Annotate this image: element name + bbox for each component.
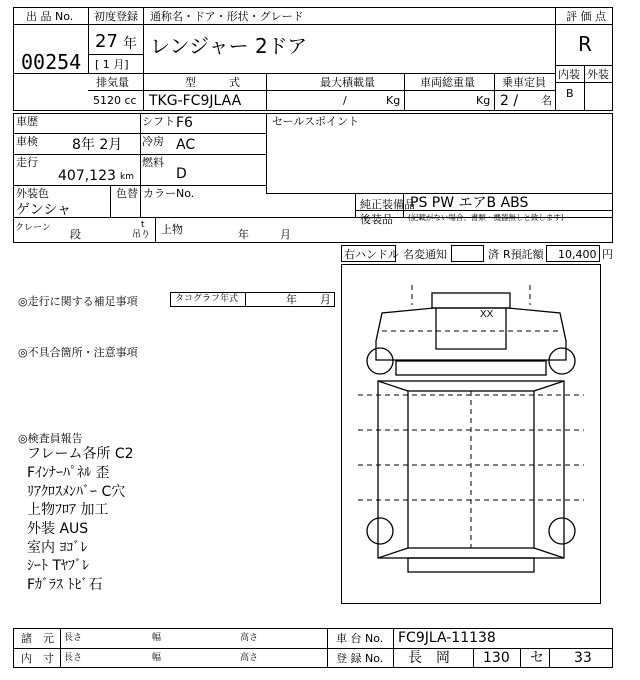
- inspector-item: Fｶﾞﾗｽ ﾄﾋﾞ石: [27, 577, 103, 593]
- exterior-color-value: ゲンシャ: [16, 202, 72, 218]
- capacity-label: 乗車定員: [502, 76, 546, 89]
- sales-point-label: セールスポイント: [272, 115, 360, 128]
- chassis-no-label: 車 台 No.: [336, 632, 384, 645]
- interior-width-label: 幅: [152, 653, 162, 663]
- upper-body-label: 上物: [161, 223, 183, 236]
- front-right-wheel: [549, 348, 575, 374]
- cargo-floor: [408, 391, 534, 548]
- recycle-deposit-unit: 円: [602, 248, 613, 261]
- mileage-label: 走行: [16, 156, 38, 169]
- max-load-label: 最大積載量: [320, 76, 375, 89]
- cab-bumper: [396, 361, 546, 375]
- rear-right-wheel: [549, 518, 575, 544]
- capacity-value: 2 /: [500, 93, 519, 109]
- interior-grade-label: 内装: [558, 68, 580, 81]
- upper-body-year-unit: 年: [238, 228, 249, 241]
- inspector-report-label: ◎検査員報告: [18, 432, 83, 445]
- exterior-color-label: 外装色: [16, 187, 49, 200]
- truck-outline: [342, 265, 600, 603]
- tachograph-month-unit: 月: [320, 293, 331, 306]
- tachograph-label: タコグラフ年式: [175, 294, 239, 304]
- defects-label: ◎不具合箇所・注意事項: [18, 346, 138, 359]
- gross-weight-unit: Kg: [476, 94, 491, 107]
- gross-weight-label: 車両総重量: [420, 76, 475, 89]
- inspector-item: ｼｰﾄ Tﾔﾌﾞﾚ: [27, 558, 90, 574]
- registration-month: [ 1 月]: [95, 58, 129, 71]
- first-registration-label: 初度登録: [94, 10, 138, 23]
- spec-width-label: 幅: [152, 633, 162, 643]
- spec-height-label: 高さ: [240, 633, 259, 643]
- interior-dimensions-label: 内 寸: [21, 652, 54, 665]
- crane-tonnage-unit: t: [141, 220, 145, 230]
- rear-left-wheel: [367, 518, 393, 544]
- interior-height-label: 高さ: [240, 653, 259, 663]
- recycle-status: 済: [488, 248, 499, 261]
- color-code-label: カラーNo.: [143, 187, 195, 200]
- cab-body: [376, 308, 566, 360]
- max-load-value: /: [343, 94, 347, 107]
- inspector-item: 室内 ﾖｺﾞﾚ: [27, 540, 88, 556]
- ac-value: AC: [176, 137, 196, 153]
- damage-mark: XX: [480, 309, 494, 320]
- interior-length-label: 長さ: [64, 653, 83, 663]
- registration-year-unit: 年: [123, 36, 137, 52]
- type-label: 型 式: [185, 76, 240, 89]
- dimensions-label: 諸 元: [21, 632, 54, 645]
- inspector-item: ﾘｱｸﾛｽﾒﾝﾊﾞｰ C穴: [27, 484, 126, 500]
- interior-grade: B: [566, 87, 574, 100]
- inspection-label: 車検: [16, 135, 38, 148]
- capacity-unit: 名: [541, 94, 552, 107]
- plate-no-label: 登 録 No.: [336, 652, 384, 665]
- history-label: 車歴: [16, 115, 38, 128]
- lot-number: 00254: [21, 50, 82, 74]
- front-left-wheel: [367, 348, 393, 374]
- color-change-label: 色替: [116, 187, 138, 200]
- inspection-value: 8年 2月: [72, 137, 123, 153]
- recycle-deposit-value: 10,400: [558, 248, 597, 261]
- model-name: レンジャー 2ドア: [150, 34, 308, 58]
- rear-gate: [408, 558, 534, 572]
- cargo-bed: [378, 381, 564, 558]
- shift-value: F6: [176, 115, 193, 131]
- aftermarket-note: (記載がない場合、書類・機器無しと致します): [408, 213, 564, 222]
- tachograph-year-unit: 年: [286, 293, 297, 306]
- inspector-item: Fｲﾝﾅｰﾊﾟﾈﾙ 歪: [27, 465, 110, 481]
- vehicle-damage-diagram: [341, 264, 601, 604]
- ac-label: 冷房: [142, 135, 164, 148]
- crane-label: クレーン: [15, 223, 51, 233]
- plate-region: 長 岡: [408, 650, 450, 666]
- inspector-item: フレーム各所 C2: [27, 446, 134, 462]
- crane-lift-unit: 吊り: [132, 230, 151, 240]
- max-load-unit: Kg: [386, 94, 401, 107]
- type-code: TKG-FC9JLAA: [149, 93, 242, 109]
- fuel-label: 燃料: [142, 156, 164, 169]
- aftermarket-label: 後装品: [360, 213, 393, 226]
- plate-kana: セ: [530, 650, 544, 666]
- recycle-deposit-label: R預託額: [503, 248, 544, 261]
- equipment-label: 純正装備品: [360, 198, 415, 211]
- overall-grade: R: [578, 32, 592, 56]
- mileage-value: 407,123: [58, 168, 116, 184]
- windshield: [436, 308, 506, 349]
- chassis-number: FC9JLA-11138: [398, 630, 496, 646]
- registration-year: 27: [95, 31, 118, 52]
- displacement-label: 排気量: [96, 76, 129, 89]
- name-change-notice-box: [451, 245, 484, 262]
- model-label: 通称名・ドア・形状・グレード: [150, 10, 304, 23]
- rating-label: 評 価 点: [566, 10, 606, 23]
- plate-number: 33: [574, 650, 592, 666]
- equipment-value: PS PW エアB ABS: [410, 195, 529, 211]
- fuel-value: D: [176, 166, 187, 182]
- crane-stage-unit: 段: [70, 228, 81, 241]
- displacement-value: 5120 cc: [93, 94, 137, 107]
- lot-no-label: 出 品 No.: [26, 10, 74, 23]
- inspector-item: 上物ﾌﾛｱ 加工: [27, 502, 109, 518]
- spec-length-label: 長さ: [64, 633, 83, 643]
- plate-class: 130: [483, 650, 510, 666]
- shift-label: シフト: [142, 115, 175, 128]
- cab-roof: [432, 293, 510, 308]
- inspector-item: 外装 AUS: [27, 521, 89, 537]
- name-change-notice-label: 名変通知: [403, 248, 447, 261]
- driving-notes-label: ◎走行に関する補足事項: [18, 295, 138, 308]
- upper-body-month-unit: 月: [280, 228, 291, 241]
- exterior-grade-label: 外装: [587, 68, 609, 81]
- mileage-unit: km: [120, 172, 134, 182]
- steering-indicator: 右ハンドル: [344, 248, 399, 261]
